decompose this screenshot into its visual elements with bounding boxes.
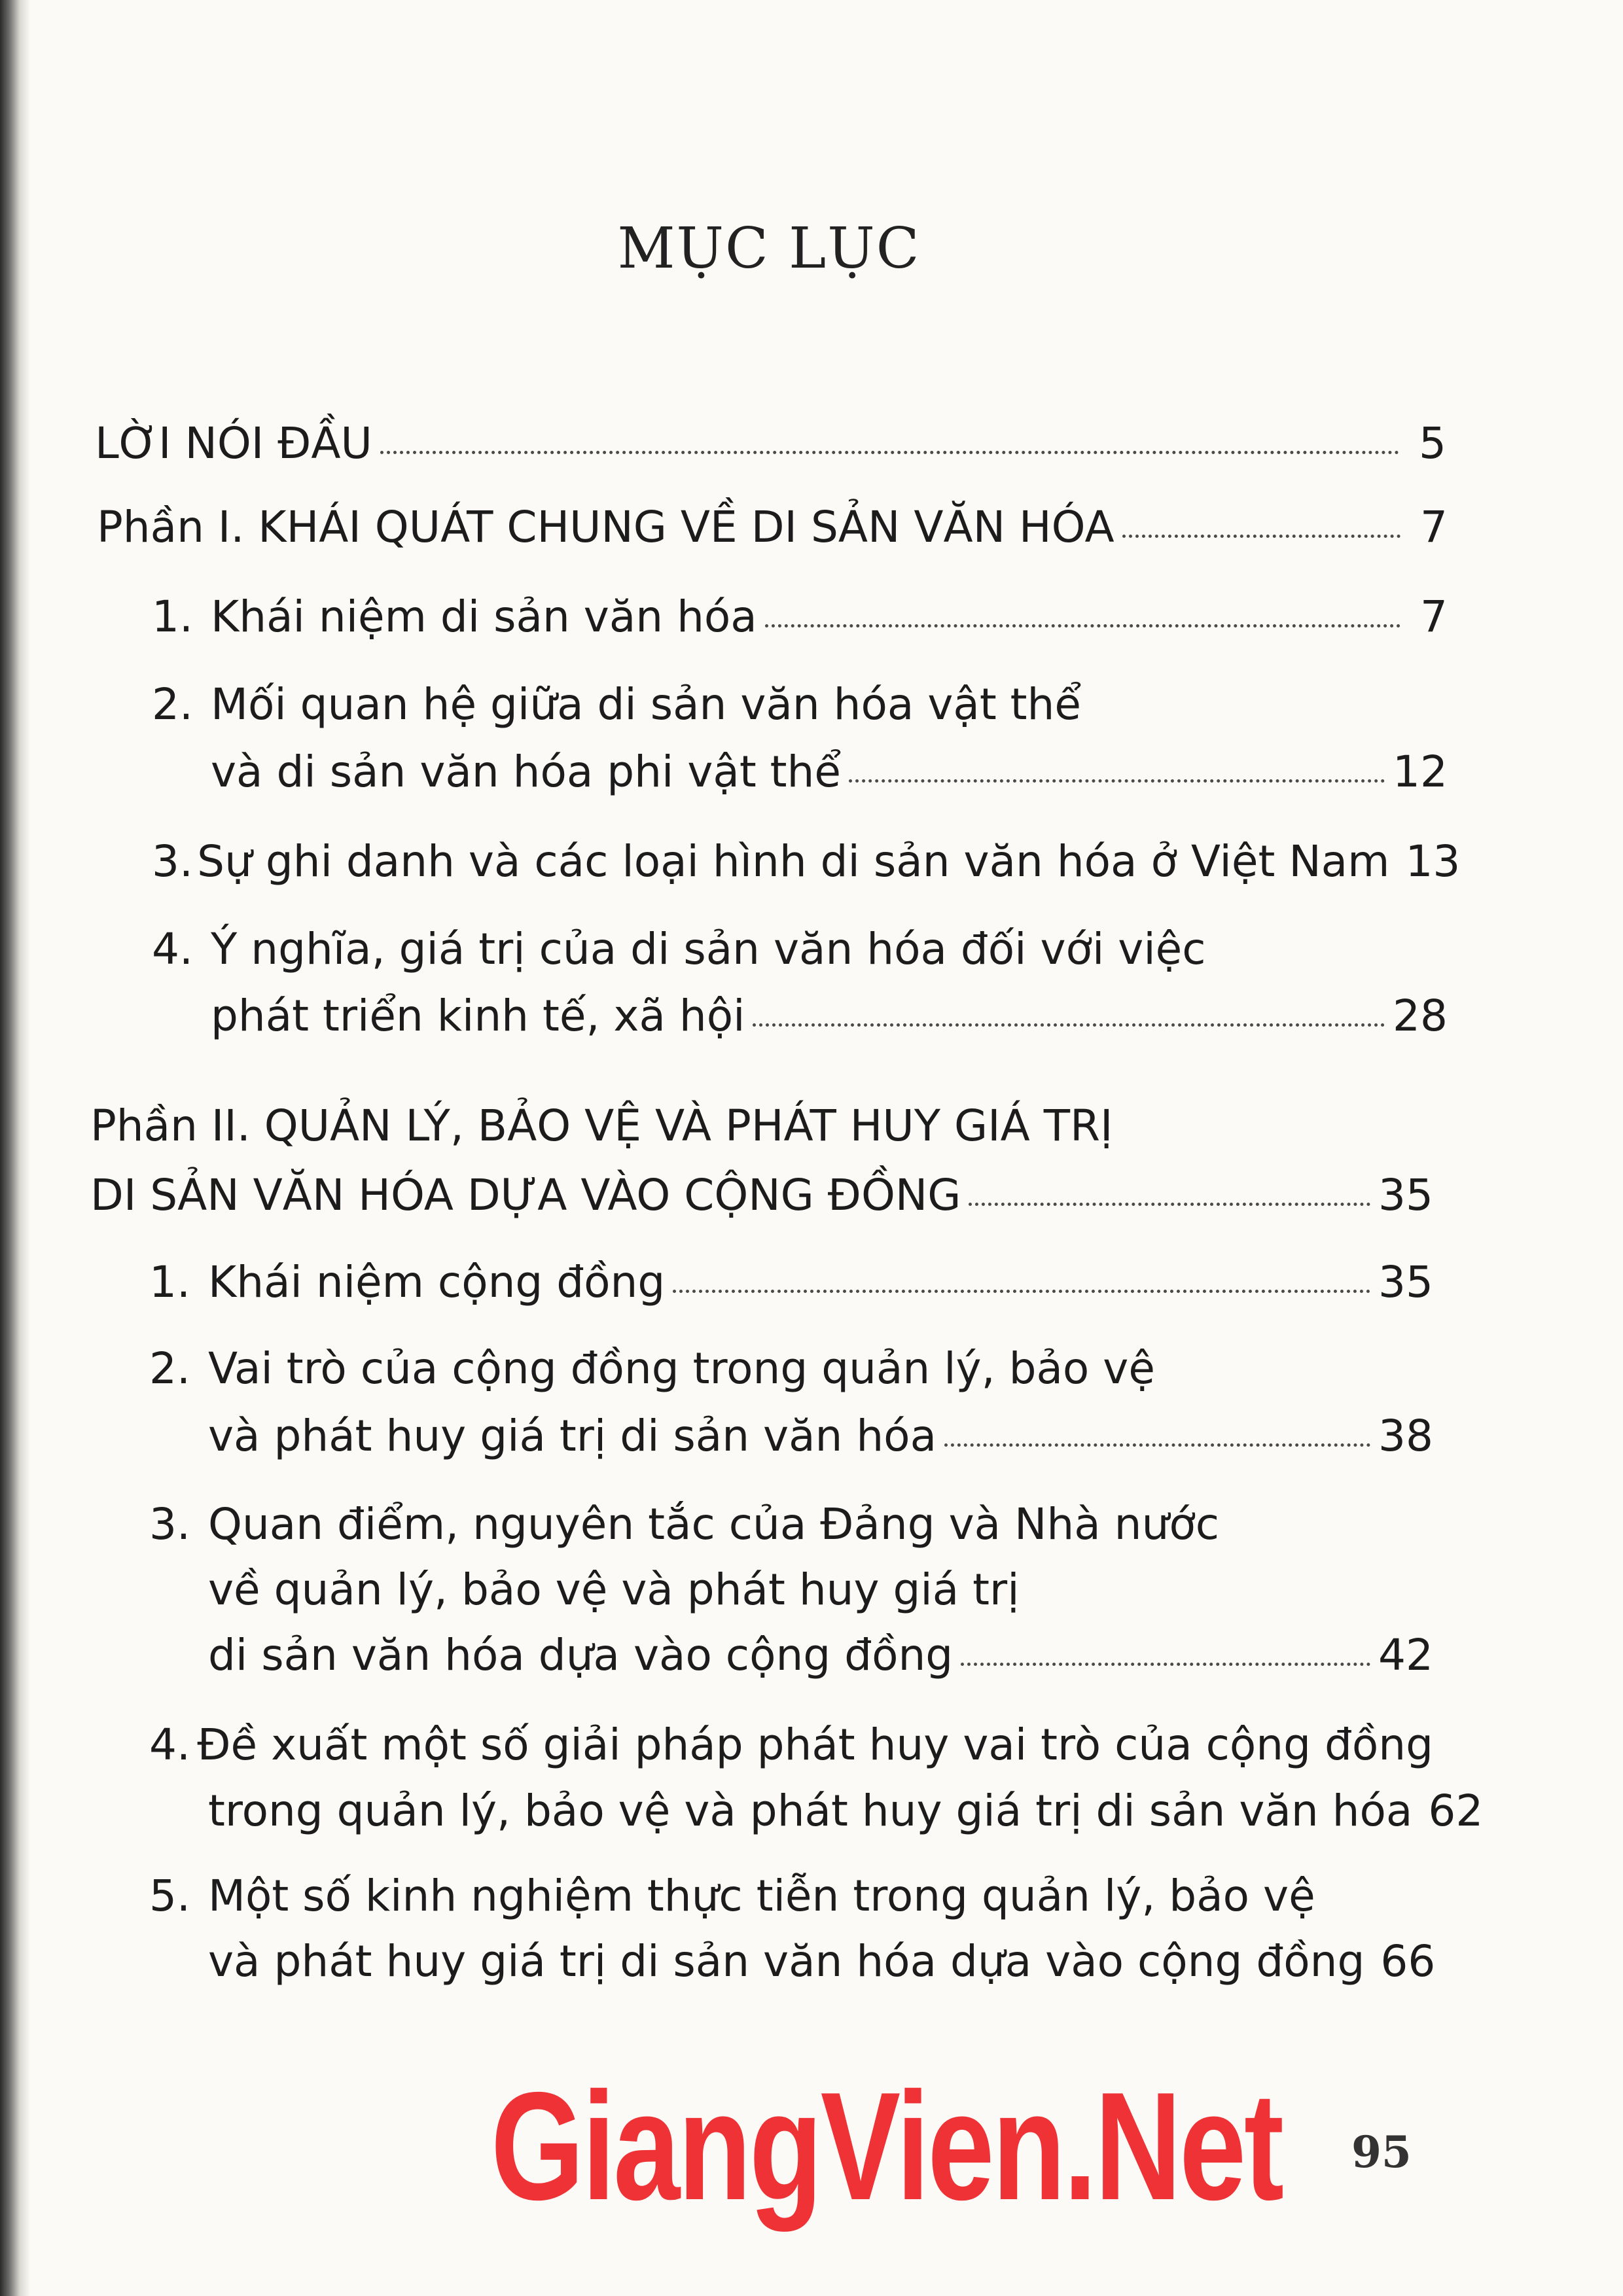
leader-dots [765, 624, 1400, 627]
toc-entry-number: 4. [149, 1720, 190, 1770]
toc-entry-text: Quan điểm, nguyên tắc của Đảng và Nhà nước [208, 1499, 1220, 1549]
leader-dots [1122, 535, 1400, 538]
leader-dots [753, 1023, 1385, 1027]
leader-dots [380, 451, 1399, 454]
toc-entry-page: 42 [1378, 1630, 1433, 1680]
toc-entry-text: Ý nghĩa, giá trị của di sản văn hóa đối với việc [211, 924, 1206, 974]
toc-entry-text: và di sản văn hóa phi vật thể [211, 747, 841, 797]
toc-entry-page: 5 [1419, 418, 1446, 468]
leader-dots [673, 1290, 1370, 1293]
toc-entry-2-4-line2[interactable] [208, 1785, 1484, 1837]
toc-entry-1-4-line2[interactable] [211, 990, 1448, 1042]
toc-entry-foreword[interactable] [95, 417, 1446, 470]
toc-entry-text: phát triển kinh tế, xã hội [211, 991, 745, 1041]
toc-entry-2-1[interactable] [149, 1256, 1433, 1309]
toc-entry-text: di sản văn hóa dựa vào cộng đồng [208, 1630, 954, 1680]
toc-entry-text: Một số kinh nghiệm thực tiễn trong quản lý, bảo vệ [208, 1871, 1315, 1921]
toc-entry-page: 12 [1393, 747, 1448, 797]
toc-entry-2-5-line1[interactable] [149, 1870, 1423, 1922]
toc-entry-text: Mối quan hệ giữa di sản văn hóa vật thể [211, 679, 1081, 730]
toc-entry-part-1[interactable] [97, 501, 1448, 554]
toc-entry-2-5-line2[interactable] [208, 1935, 1436, 1988]
leader-dots [849, 779, 1385, 783]
toc-entry-1-4-line1[interactable] [152, 923, 1448, 976]
page-title: MỤC LỤC [617, 216, 921, 281]
toc-entry-part-2-line1[interactable] [90, 1100, 1448, 1152]
page-number: 95 [1351, 2127, 1412, 2178]
toc-entry-text: và phát huy giá trị di sản văn hóa [208, 1411, 937, 1461]
toc-entry-page: 7 [1420, 592, 1448, 642]
toc-entry-2-3-line3[interactable] [208, 1629, 1433, 1682]
toc-entry-page: 35 [1378, 1257, 1433, 1307]
toc-entry-2-3-line1[interactable] [149, 1498, 1433, 1551]
toc-entry-text: Đề xuất một số giải pháp phát huy vai trò của cộng đồng [197, 1720, 1433, 1770]
toc-entry-number: 1. [152, 592, 193, 642]
toc-entry-text: LỜI NÓI ĐẦU [95, 418, 372, 468]
toc-entry-text: và phát huy giá trị di sản văn hóa dựa vào cộng đồng [208, 1936, 1365, 1987]
toc-entry-number: 3. [149, 1499, 190, 1549]
toc-entry-text: Sự ghi danh và các loại hình di sản văn hóa ở Việt Nam [197, 836, 1390, 887]
toc-entry-text: Phần II. QUẢN LÝ, BẢO VỆ VÀ PHÁT HUY GIÁ TRỊ [90, 1101, 1113, 1151]
toc-entry-text: DI SẢN VĂN HÓA DỰA VÀO CỘNG ĐỒNG [90, 1170, 961, 1220]
toc-entry-1-2-line2[interactable] [211, 746, 1448, 798]
toc-entry-text: Khái niệm di sản văn hóa [211, 592, 757, 642]
toc-entry-number: 2. [149, 1343, 190, 1394]
toc-entry-1-2-line1[interactable] [152, 679, 1448, 731]
toc-entry-text: Khái niệm cộng đồng [208, 1257, 666, 1307]
toc-entry-2-3-line2[interactable] [208, 1564, 1433, 1616]
toc-entry-page: 62 [1428, 1786, 1484, 1836]
toc-entry-number: 3. [152, 836, 193, 887]
leader-dots [969, 1203, 1370, 1206]
toc-entry-number: 2. [152, 679, 193, 730]
toc-entry-text: Vai trò của cộng đồng trong quản lý, bảo vệ [208, 1343, 1155, 1394]
toc-entry-part-2-line2[interactable] [90, 1169, 1433, 1222]
watermark-logo: GiangVien.Net [491, 2060, 1282, 2232]
toc-entry-number: 4. [152, 924, 193, 974]
toc-entry-2-4-line1[interactable] [149, 1719, 1433, 1771]
toc-entry-text: về quản lý, bảo vệ và phát huy giá trị [208, 1564, 1020, 1615]
toc-entry-2-2-line2[interactable] [208, 1410, 1433, 1462]
toc-entry-2-2-line1[interactable] [149, 1343, 1433, 1395]
leader-dots [961, 1663, 1370, 1666]
toc-entry-1-3[interactable] [152, 836, 1461, 888]
toc-entry-1-1[interactable] [152, 591, 1448, 643]
toc-entry-text: trong quản lý, bảo vệ và phát huy giá trị di sản văn hóa [208, 1786, 1413, 1836]
toc-entry-page: 7 [1420, 502, 1448, 552]
toc-entry-text: Phần I. KHÁI QUÁT CHUNG VỀ DI SẢN VĂN HÓA [97, 502, 1115, 552]
leader-dots [944, 1443, 1370, 1447]
toc-entry-page: 35 [1378, 1170, 1433, 1220]
toc-entry-number: 5. [149, 1871, 190, 1921]
toc-entry-number: 1. [149, 1257, 190, 1307]
toc-entry-page: 38 [1378, 1411, 1433, 1461]
toc-entry-page: 13 [1405, 836, 1461, 887]
toc-entry-page: 66 [1380, 1936, 1436, 1987]
toc-entry-page: 28 [1393, 991, 1448, 1041]
